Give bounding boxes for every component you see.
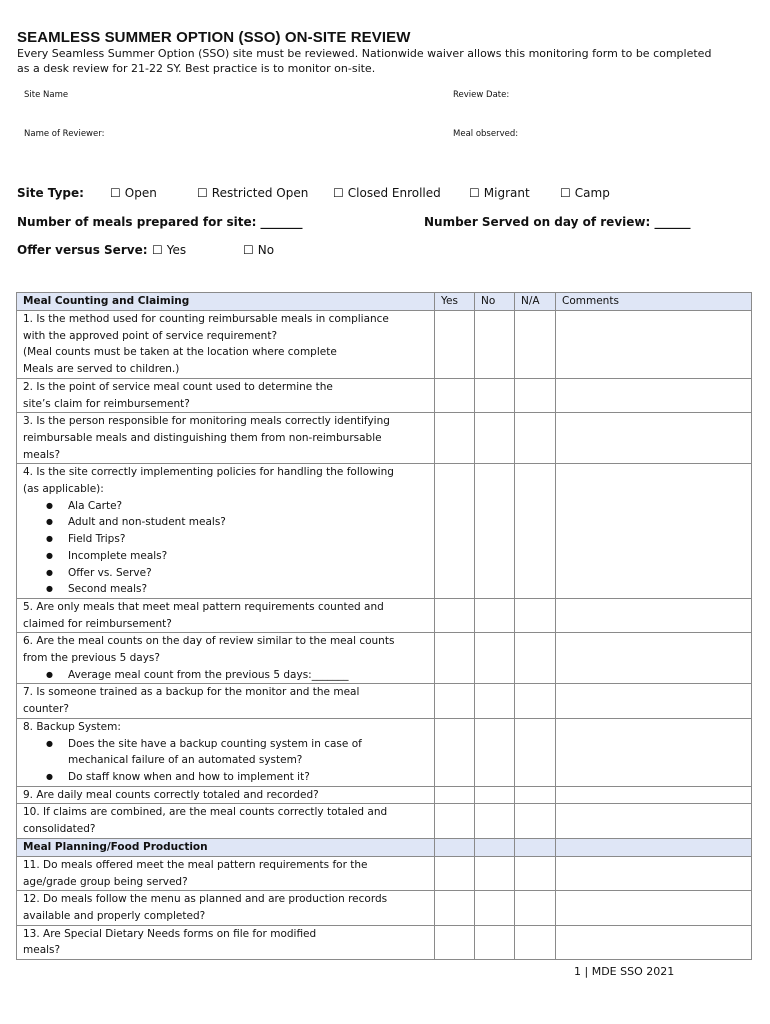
checkbox-icon: ☐ — [243, 243, 254, 257]
checkbox-icon: ☐ — [469, 186, 480, 200]
list-item: ● Ala Carte? — [53, 498, 428, 515]
yes-cell[interactable] — [435, 464, 475, 599]
table-row — [17, 378, 752, 412]
no-cell[interactable] — [475, 311, 515, 379]
column-no: No — [475, 293, 515, 311]
ovs-no-option[interactable]: ☐ No — [243, 243, 275, 257]
number-served-field[interactable]: Number Served on day of review: ______ — [424, 215, 691, 229]
review-table — [16, 292, 752, 960]
site-type-closed-enrolled[interactable]: ☐ Closed Enrolled — [333, 186, 441, 200]
meals-prepared-field[interactable]: Number of meals prepared for site: _______ — [17, 215, 303, 229]
intro-text: Every Seamless Summer Option (SSO) site must be reviewed. Nationwide waiver allows this monitoring form to be completed as a desk review for 21-22 SY. Best practice is to monitor on-site. — [17, 47, 712, 75]
na-cell[interactable] — [515, 856, 556, 890]
list-item: ● Average meal count from the previous 5 days:_______ — [53, 667, 428, 684]
no-cell[interactable] — [475, 598, 515, 632]
na-cell[interactable] — [515, 633, 556, 684]
section-header-meal-counting: Meal Counting and Claiming — [17, 293, 435, 311]
yes-cell[interactable] — [435, 856, 475, 890]
question-11: 11. Do meals offered meet the meal pattern requirements for the age/grade group being served? — [17, 856, 435, 890]
site-type-restricted-open[interactable]: ☐ Restricted Open — [197, 186, 309, 200]
checkbox-icon: ☐ — [110, 186, 121, 200]
reviewer-name-label: Name of Reviewer: — [24, 129, 105, 139]
comments-cell[interactable] — [556, 804, 752, 838]
na-cell[interactable] — [515, 378, 556, 412]
na-cell[interactable] — [515, 925, 556, 959]
list-item: ● Second meals? — [53, 581, 428, 598]
table-row — [17, 925, 752, 959]
no-cell[interactable] — [475, 464, 515, 599]
question-8: 8. Backup System: ● Does the site have a backup counting system in case of mechanical failure of an automated system? ● Do staff know when and how to implement it? — [17, 718, 435, 786]
no-cell[interactable] — [475, 804, 515, 838]
comments-cell[interactable] — [556, 598, 752, 632]
list-item: ● Field Trips? — [53, 531, 428, 548]
yes-cell[interactable] — [435, 804, 475, 838]
no-cell[interactable] — [475, 633, 515, 684]
site-type-camp[interactable]: ☐ Camp — [560, 186, 610, 200]
na-cell[interactable] — [515, 413, 556, 464]
table-row — [17, 598, 752, 632]
no-cell[interactable] — [475, 413, 515, 464]
list-item: ● Does the site have a backup counting system in case of mechanical failure of an automated system? — [53, 736, 428, 769]
comments-cell[interactable] — [556, 786, 752, 804]
column-na: N/A — [515, 293, 556, 311]
question-5: 5. Are only meals that meet meal pattern requirements counted and claimed for reimbursement? — [17, 598, 435, 632]
yes-cell[interactable] — [435, 633, 475, 684]
na-cell[interactable] — [515, 598, 556, 632]
question-6: 6. Are the meal counts on the day of review similar to the meal counts from the previous 5 days? ● Average meal count from the previous 5 days:_______ — [17, 633, 435, 684]
column-yes: Yes — [435, 293, 475, 311]
no-cell[interactable] — [475, 925, 515, 959]
no-cell[interactable] — [475, 378, 515, 412]
yes-cell[interactable] — [435, 786, 475, 804]
site-type-label: Site Type: — [17, 186, 84, 200]
question-3: 3. Is the person responsible for monitoring meals correctly identifying reimbursable meals and distinguishing them from non-reimbursable meals? — [17, 413, 435, 464]
no-cell[interactable] — [475, 718, 515, 786]
table-row — [17, 804, 752, 838]
yes-cell[interactable] — [435, 925, 475, 959]
table-row — [17, 786, 752, 804]
question-12: 12. Do meals follow the menu as planned and are production records available and properly completed? — [17, 891, 435, 925]
question-7: 7. Is someone trained as a backup for the monitor and the meal counter? — [17, 684, 435, 718]
table-row — [17, 464, 752, 599]
review-date-label: Review Date: — [453, 90, 510, 100]
site-name-label: Site Name — [24, 90, 69, 100]
no-cell[interactable] — [475, 684, 515, 718]
column-comments: Comments — [556, 293, 752, 311]
table-row — [17, 633, 752, 684]
table-row — [17, 718, 752, 786]
comments-cell[interactable] — [556, 856, 752, 890]
yes-cell[interactable] — [435, 311, 475, 379]
yes-cell[interactable] — [435, 413, 475, 464]
checkbox-icon: ☐ — [333, 186, 344, 200]
yes-cell[interactable] — [435, 718, 475, 786]
comments-cell[interactable] — [556, 464, 752, 599]
question-1: 1. Is the method used for counting reimbursable meals in compliance with the approved point of service requirement? (Meal counts must be taken at the location where complete Meals are served to children.) — [17, 311, 435, 379]
comments-cell[interactable] — [556, 925, 752, 959]
page-title: SEAMLESS SUMMER OPTION (SSO) ON-SITE REVIEW — [17, 29, 411, 46]
yes-cell[interactable] — [435, 598, 475, 632]
na-cell[interactable] — [515, 464, 556, 599]
checkbox-icon: ☐ — [560, 186, 571, 200]
table-row — [17, 891, 752, 925]
table-row — [17, 856, 752, 890]
comments-cell[interactable] — [556, 311, 752, 379]
question-2: 2. Is the point of service meal count used to determine the site’s claim for reimbursement? — [17, 378, 435, 412]
list-item: ● Adult and non-student meals? — [53, 514, 428, 531]
na-cell[interactable] — [515, 891, 556, 925]
table-row — [17, 311, 752, 379]
list-item: ● Incomplete meals? — [53, 548, 428, 565]
ovs-yes-option[interactable]: ☐ Yes — [152, 243, 187, 257]
no-cell[interactable] — [475, 786, 515, 804]
comments-cell[interactable] — [556, 891, 752, 925]
meal-observed-label: Meal observed: — [453, 129, 519, 139]
list-item: ● Offer vs. Serve? — [53, 565, 428, 582]
comments-cell[interactable] — [556, 718, 752, 786]
comments-cell[interactable] — [556, 633, 752, 684]
offer-vs-serve-label: Offer versus Serve: — [17, 243, 148, 257]
question-4: 4. Is the site correctly implementing policies for handling the following (as applicable): ● Ala Carte? ● Adult and non-student meals? ● Field Trips? ● Incomplete meals? ● Offer vs. Serve? ● Second meals? — [17, 464, 435, 599]
table-row — [17, 684, 752, 718]
no-cell[interactable] — [475, 856, 515, 890]
na-cell[interactable] — [515, 804, 556, 838]
site-type-migrant[interactable]: ☐ Migrant — [469, 186, 530, 200]
yes-cell[interactable] — [435, 891, 475, 925]
question-10: 10. If claims are combined, are the meal counts correctly totaled and consolidated? — [17, 804, 435, 838]
page-footer: 1 | MDE SSO 2021 — [574, 965, 675, 978]
question-13: 13. Are Special Dietary Needs forms on file for modified meals? — [17, 925, 435, 959]
comments-cell[interactable] — [556, 378, 752, 412]
no-cell[interactable] — [475, 891, 515, 925]
na-cell[interactable] — [515, 311, 556, 379]
checkbox-icon: ☐ — [152, 243, 163, 257]
yes-cell[interactable] — [435, 378, 475, 412]
na-cell[interactable] — [515, 718, 556, 786]
question-9: 9. Are daily meal counts correctly totaled and recorded? — [17, 786, 435, 804]
yes-cell[interactable] — [435, 684, 475, 718]
comments-cell[interactable] — [556, 684, 752, 718]
list-item: ● Do staff know when and how to implement it? — [53, 769, 428, 786]
table-row — [17, 413, 752, 464]
site-type-open[interactable]: ☐ Open — [110, 186, 157, 200]
section-header-meal-planning: Meal Planning/Food Production — [17, 838, 435, 856]
checkbox-icon: ☐ — [197, 186, 208, 200]
na-cell[interactable] — [515, 786, 556, 804]
comments-cell[interactable] — [556, 413, 752, 464]
na-cell[interactable] — [515, 684, 556, 718]
